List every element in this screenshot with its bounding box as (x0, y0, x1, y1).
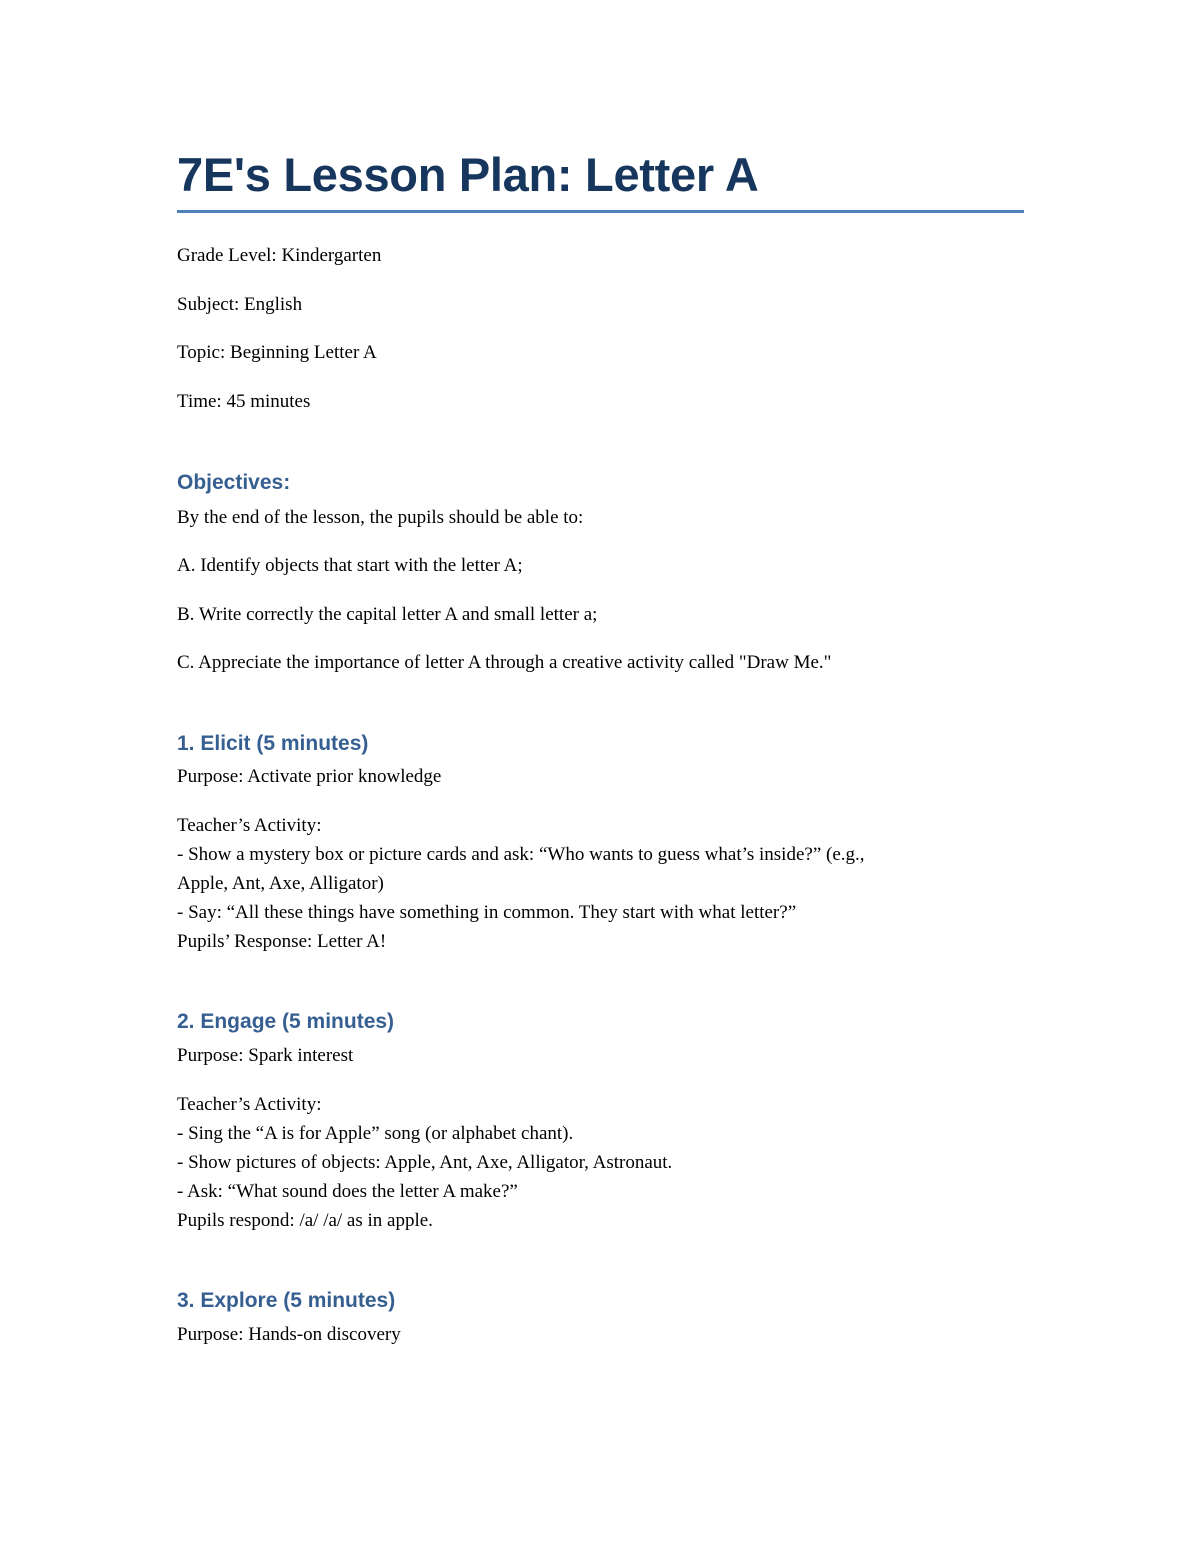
objective-item: A. Identify objects that start with the letter A; (177, 555, 523, 576)
activity-line: Apple, Ant, Axe, Alligator) (177, 873, 384, 894)
activity-line: - Show pictures of objects: Apple, Ant, Axe, Alligator, Astronaut. (177, 1152, 673, 1173)
activity-line: - Ask: “What sound does the letter A make?” (177, 1181, 518, 1202)
section-purpose: Purpose: Spark interest (177, 1045, 354, 1066)
document-title: 7E's Lesson Plan: Letter A (177, 148, 759, 201)
title-underline (177, 210, 1024, 213)
section-purpose: Purpose: Activate prior knowledge (177, 766, 442, 787)
activity-label: Teacher’s Activity: (177, 815, 322, 836)
section-heading-explore: 3. Explore (5 minutes) (177, 1289, 396, 1312)
section-heading-elicit: 1. Elicit (5 minutes) (177, 732, 369, 755)
topic: Topic: Beginning Letter A (177, 342, 377, 363)
activity-line: - Say: “All these things have something in common. They start with what letter?” (177, 902, 797, 923)
time: Time: 45 minutes (177, 391, 311, 412)
pupils-response: Pupils respond: /a/ /a/ as in apple. (177, 1210, 433, 1231)
objectives-heading: Objectives: (177, 471, 291, 494)
grade-level: Grade Level: Kindergarten (177, 245, 382, 266)
section-heading-engage: 2. Engage (5 minutes) (177, 1010, 395, 1033)
objective-item: B. Write correctly the capital letter A and small letter a; (177, 604, 598, 625)
activity-line: - Sing the “A is for Apple” song (or alphabet chant). (177, 1123, 574, 1144)
section-purpose: Purpose: Hands-on discovery (177, 1324, 401, 1345)
objective-item: C. Appreciate the importance of letter A through a creative activity called "Draw Me." (177, 652, 832, 673)
activity-label: Teacher’s Activity: (177, 1094, 322, 1115)
activity-line: - Show a mystery box or picture cards and ask: “Who wants to guess what’s inside?” (e.g., (177, 844, 865, 865)
pupils-response: Pupils’ Response: Letter A! (177, 931, 387, 952)
objectives-intro: By the end of the lesson, the pupils should be able to: (177, 507, 584, 528)
subject: Subject: English (177, 294, 303, 315)
